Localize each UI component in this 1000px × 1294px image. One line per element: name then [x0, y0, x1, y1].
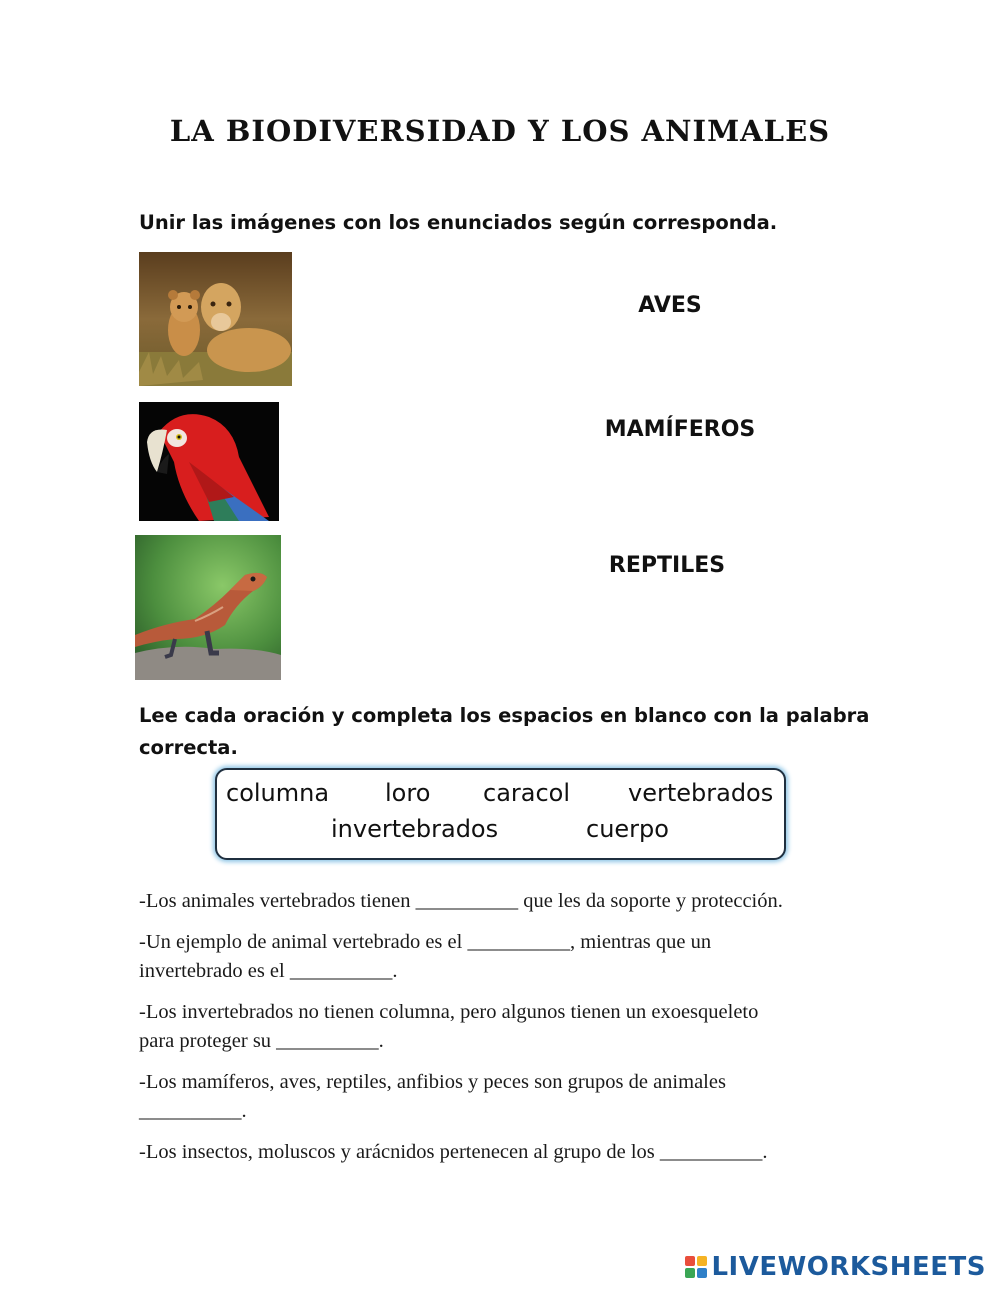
sentence-line: -Los insectos, moluscos y arácnidos pertenecen al grupo de los __________.	[139, 1141, 768, 1163]
sentence-3	[139, 998, 879, 1056]
category-reptiles[interactable]: REPTILES	[608, 553, 726, 578]
word-loro: loro	[385, 779, 431, 807]
liveworksheets-logo[interactable]	[685, 1252, 986, 1282]
sentence-line: -Los invertebrados no tienen columna, pero algunos tienen un exoesqueleto	[139, 1001, 759, 1023]
word-bank	[215, 768, 786, 860]
word-vertebrados: vertebrados	[628, 779, 774, 807]
category-mamiferos[interactable]: MAMÍFEROS	[604, 417, 756, 442]
lion-photo-icon[interactable]	[139, 252, 292, 386]
page-title: LA BIODIVERSIDAD Y LOS ANIMALES	[169, 114, 831, 148]
word-invertebrados: invertebrados	[331, 815, 499, 843]
instruction-complete-line1: Lee cada oración y completa los espacios en blanco con la palabra	[139, 704, 870, 727]
sentence-line: para proteger su __________.	[139, 1030, 384, 1052]
word-caracol: caracol	[483, 779, 571, 807]
sentence-2	[139, 928, 879, 986]
word-cuerpo: cuerpo	[586, 815, 669, 843]
logo-text: LIVEWORKSHEETS	[711, 1252, 986, 1282]
sentence-5	[139, 1138, 879, 1167]
lizard-photo-icon[interactable]	[135, 535, 281, 680]
sentence-line: -Los mamíferos, aves, reptiles, anfibios y peces son grupos de animales	[139, 1071, 726, 1093]
category-aves[interactable]: AVES	[638, 293, 702, 318]
instruction-match: Unir las imágenes con los enunciados según corresponda.	[139, 211, 778, 234]
word-columna: columna	[226, 779, 330, 807]
sentence-line: -Un ejemplo de animal vertebrado es el __________, mientras que un	[139, 931, 712, 953]
sentence-line: -Los animales vertebrados tienen __________ que les da soporte y protección.	[139, 890, 783, 912]
sentence-4	[139, 1068, 879, 1126]
sentence-1	[139, 887, 879, 916]
logo-mark-icon	[685, 1256, 707, 1278]
instruction-complete-line2: correcta.	[139, 736, 238, 759]
sentence-line: invertebrado es el __________.	[139, 960, 398, 982]
sentence-line: __________.	[139, 1100, 247, 1122]
parrot-photo-icon[interactable]	[139, 402, 279, 521]
